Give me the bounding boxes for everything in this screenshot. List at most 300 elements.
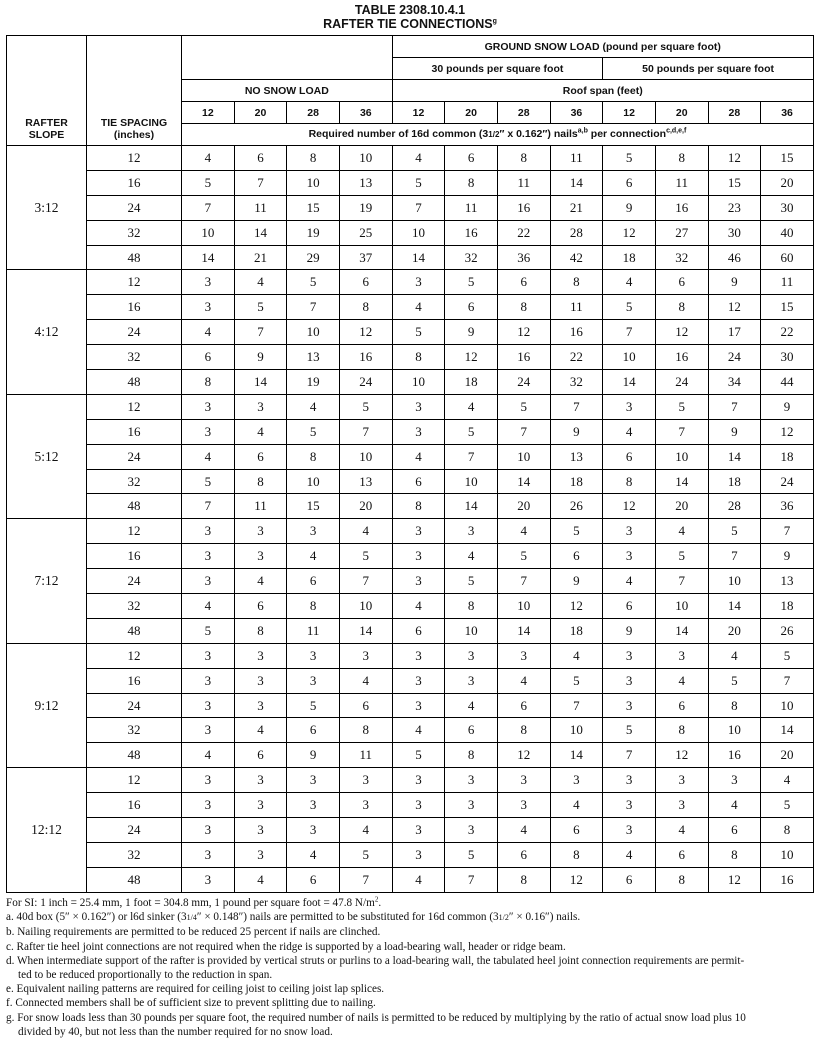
table-row: [7, 469, 814, 494]
nail-count-cell: 10: [287, 320, 340, 345]
nail-count-cell: 19: [339, 195, 392, 220]
nail-count-cell: 12: [550, 594, 603, 619]
nail-count-cell: 5: [445, 842, 498, 867]
table-row: [7, 768, 814, 793]
nail-count-cell: 5: [708, 519, 761, 544]
nail-count-cell: 5: [445, 569, 498, 594]
nail-count-cell: 14: [655, 618, 708, 643]
nail-count-cell: 3: [234, 818, 287, 843]
nail-count-cell: 5: [182, 170, 235, 195]
nail-count-cell: 5: [339, 842, 392, 867]
nail-count-cell: 5: [603, 295, 656, 320]
nail-count-cell: 5: [603, 146, 656, 171]
nail-count-cell: 10: [708, 569, 761, 594]
nail-count-cell: 8: [182, 370, 235, 395]
nail-count-cell: 4: [655, 818, 708, 843]
nail-count-cell: 13: [339, 469, 392, 494]
nail-count-cell: 13: [550, 444, 603, 469]
nail-count-cell: 6: [392, 618, 445, 643]
nail-count-cell: 11: [234, 195, 287, 220]
nail-count-cell: 18: [603, 245, 656, 270]
nail-count-cell: 19: [287, 370, 340, 395]
tie-spacing-cell: 24: [87, 569, 182, 594]
span-header-cell: 20: [445, 102, 498, 124]
nail-count-cell: 3: [392, 544, 445, 569]
span-header-cell: 28: [497, 102, 550, 124]
nail-count-cell: 3: [392, 693, 445, 718]
nail-count-cell: 8: [550, 842, 603, 867]
note-a: [6, 910, 814, 925]
nail-count-cell: 6: [655, 693, 708, 718]
nail-count-cell: 3: [655, 793, 708, 818]
table-row: [7, 842, 814, 867]
nail-count-cell: 3: [287, 768, 340, 793]
nail-count-cell: 4: [392, 444, 445, 469]
nail-count-cell: 10: [287, 170, 340, 195]
nail-count-cell: 4: [339, 668, 392, 693]
table-row: [7, 569, 814, 594]
nail-count-cell: 18: [445, 370, 498, 395]
nail-count-cell: 6: [234, 743, 287, 768]
table-row: [7, 245, 814, 270]
nail-count-cell: 4: [392, 295, 445, 320]
nail-count-cell: 3: [339, 768, 392, 793]
table-row: [7, 618, 814, 643]
nail-count-cell: 7: [339, 419, 392, 444]
nail-count-cell: 14: [445, 494, 498, 519]
nail-count-cell: 30: [761, 345, 814, 370]
nail-count-cell: 8: [655, 867, 708, 892]
nail-count-cell: 11: [445, 195, 498, 220]
nail-count-cell: 10: [182, 220, 235, 245]
nail-count-cell: 30: [761, 195, 814, 220]
nail-count-cell: 7: [339, 569, 392, 594]
nail-count-cell: 3: [234, 793, 287, 818]
tie-spacing-cell: 24: [87, 444, 182, 469]
nail-count-cell: 3: [392, 793, 445, 818]
nail-count-cell: 3: [182, 569, 235, 594]
nail-count-cell: 10: [445, 618, 498, 643]
nail-count-cell: 12: [550, 867, 603, 892]
nail-count-cell: 9: [234, 345, 287, 370]
table-row: [7, 270, 814, 295]
tie-spacing-cell: 12: [87, 270, 182, 295]
nail-count-cell: 3: [445, 668, 498, 693]
nail-count-cell: 6: [287, 718, 340, 743]
nails-footnote-ref-ab: a,b: [577, 127, 588, 135]
nail-count-cell: 4: [392, 594, 445, 619]
nail-count-cell: 8: [761, 818, 814, 843]
nail-count-cell: 8: [655, 718, 708, 743]
nail-count-cell: 26: [550, 494, 603, 519]
nail-count-cell: 7: [445, 867, 498, 892]
nail-count-cell: 5: [761, 793, 814, 818]
nail-count-cell: 3: [182, 295, 235, 320]
nail-count-cell: 21: [550, 195, 603, 220]
nail-count-cell: 8: [287, 594, 340, 619]
nail-count-cell: 5: [603, 718, 656, 743]
table-row: [7, 494, 814, 519]
note-c: c. Rafter tie heel joint connections are not required when the ridge is supported by a load-bearing wall, header or ridge beam.: [6, 940, 566, 953]
nail-count-cell: 3: [445, 818, 498, 843]
nail-count-cell: 4: [603, 842, 656, 867]
nail-count-cell: 10: [761, 693, 814, 718]
nail-count-cell: 14: [761, 718, 814, 743]
footnotes: [6, 896, 814, 1039]
table-row: [7, 320, 814, 345]
table-row: [7, 370, 814, 395]
nail-count-cell: 10: [392, 220, 445, 245]
nail-count-cell: 5: [287, 693, 340, 718]
nail-count-cell: 3: [287, 668, 340, 693]
note-si-sup: 2: [374, 895, 379, 904]
nail-count-cell: 6: [234, 594, 287, 619]
nail-count-cell: 5: [445, 419, 498, 444]
nail-count-cell: 6: [392, 469, 445, 494]
nail-count-cell: 11: [287, 618, 340, 643]
span-header-cell: 12: [182, 102, 235, 124]
nail-count-cell: 3: [182, 668, 235, 693]
tie-spacing-cell: 16: [87, 170, 182, 195]
nail-count-cell: 6: [497, 842, 550, 867]
nail-count-cell: 13: [761, 569, 814, 594]
nail-count-cell: 5: [497, 394, 550, 419]
nail-count-cell: 7: [603, 320, 656, 345]
nail-count-cell: 27: [655, 220, 708, 245]
nail-count-cell: 11: [761, 270, 814, 295]
nail-count-cell: 6: [497, 270, 550, 295]
nail-count-cell: 13: [287, 345, 340, 370]
nail-count-cell: 6: [339, 693, 392, 718]
span-header-cell: 28: [708, 102, 761, 124]
table-row: [7, 818, 814, 843]
nail-count-cell: 3: [182, 693, 235, 718]
nails-fraction: 1/2: [488, 130, 500, 139]
nail-count-cell: 3: [234, 768, 287, 793]
tie-spacing-cell: 48: [87, 370, 182, 395]
rafter-slope-cell: 5:12: [7, 394, 87, 518]
nail-count-cell: 4: [392, 867, 445, 892]
nail-count-cell: 12: [708, 295, 761, 320]
nail-count-cell: 44: [761, 370, 814, 395]
note-a-mid: ″ × 0.148″) nails are permitted to be substituted for 16d common (3: [196, 911, 499, 924]
nail-count-cell: 7: [603, 743, 656, 768]
nail-count-cell: 17: [708, 320, 761, 345]
table-number: TABLE 2308.10.4.1: [354, 3, 466, 17]
nail-count-cell: 3: [603, 394, 656, 419]
nail-count-cell: 3: [392, 569, 445, 594]
nail-count-cell: 6: [603, 170, 656, 195]
nail-count-cell: 4: [287, 544, 340, 569]
header-30-psf: 30 pounds per square foot: [392, 58, 603, 80]
header-no-snow-load: NO SNOW LOAD: [182, 80, 393, 102]
nail-count-cell: 5: [339, 544, 392, 569]
nail-count-cell: 5: [182, 618, 235, 643]
nail-count-cell: 10: [392, 370, 445, 395]
nail-count-cell: 3: [445, 519, 498, 544]
nail-count-cell: 16: [497, 345, 550, 370]
nail-count-cell: 8: [655, 295, 708, 320]
nail-count-cell: 10: [497, 444, 550, 469]
nail-count-cell: 3: [445, 643, 498, 668]
nail-count-cell: 12: [708, 867, 761, 892]
nail-count-cell: 3: [708, 768, 761, 793]
nail-count-cell: 3: [392, 768, 445, 793]
nail-count-cell: 4: [182, 320, 235, 345]
nail-count-cell: 3: [603, 818, 656, 843]
nail-count-cell: 5: [445, 270, 498, 295]
nail-count-cell: 5: [392, 170, 445, 195]
nail-count-cell: 3: [182, 867, 235, 892]
table-row: [7, 743, 814, 768]
nail-count-cell: 3: [497, 643, 550, 668]
nail-count-cell: 3: [392, 270, 445, 295]
nail-count-cell: 16: [339, 345, 392, 370]
nail-count-cell: 3: [445, 768, 498, 793]
nail-count-cell: 10: [655, 444, 708, 469]
nail-count-cell: 36: [761, 494, 814, 519]
nail-count-cell: 3: [234, 519, 287, 544]
header-required-nails: [182, 124, 814, 146]
nail-count-cell: 3: [287, 793, 340, 818]
nail-count-cell: 10: [655, 594, 708, 619]
table-row: [7, 594, 814, 619]
nail-count-cell: 18: [550, 469, 603, 494]
nail-count-cell: 22: [497, 220, 550, 245]
nail-count-cell: 7: [497, 569, 550, 594]
note-si-end: .: [378, 897, 382, 909]
nail-count-cell: 12: [339, 320, 392, 345]
table-row: [7, 718, 814, 743]
nail-count-cell: 32: [445, 245, 498, 270]
nail-count-cell: 3: [182, 842, 235, 867]
nail-count-cell: 4: [234, 569, 287, 594]
nail-count-cell: 4: [445, 394, 498, 419]
nail-count-cell: 5: [182, 469, 235, 494]
nail-count-cell: 37: [339, 245, 392, 270]
nail-count-cell: 7: [445, 444, 498, 469]
nail-count-cell: 3: [603, 668, 656, 693]
nail-count-cell: 30: [708, 220, 761, 245]
nail-count-cell: 3: [392, 842, 445, 867]
nail-count-cell: 3: [603, 793, 656, 818]
nail-count-cell: 3: [392, 668, 445, 693]
tie-spacing-cell: 24: [87, 195, 182, 220]
nail-count-cell: 16: [655, 195, 708, 220]
tie-spacing-cell: 16: [87, 668, 182, 693]
nail-count-cell: 8: [287, 146, 340, 171]
nail-count-cell: 22: [761, 320, 814, 345]
nail-count-cell: 3: [234, 544, 287, 569]
nail-count-cell: 4: [234, 419, 287, 444]
nail-count-cell: 4: [234, 270, 287, 295]
table-row: [7, 195, 814, 220]
nail-count-cell: 6: [497, 693, 550, 718]
nail-count-cell: 60: [761, 245, 814, 270]
nail-count-cell: 3: [287, 519, 340, 544]
table-row: [7, 793, 814, 818]
nail-count-cell: 9: [761, 544, 814, 569]
nail-count-cell: 14: [550, 170, 603, 195]
nail-count-cell: 21: [234, 245, 287, 270]
nail-count-cell: 3: [497, 768, 550, 793]
rafter-slope-cell: 9:12: [7, 643, 87, 767]
nail-count-cell: 3: [234, 668, 287, 693]
nail-count-cell: 13: [339, 170, 392, 195]
nail-count-cell: 7: [761, 668, 814, 693]
nail-count-cell: 14: [392, 245, 445, 270]
nail-count-cell: 7: [287, 295, 340, 320]
nail-count-cell: 4: [445, 544, 498, 569]
nail-count-cell: 8: [497, 867, 550, 892]
table-row: [7, 519, 814, 544]
nail-count-cell: 10: [339, 146, 392, 171]
span-header-cell: 36: [550, 102, 603, 124]
nail-count-cell: 4: [287, 842, 340, 867]
nail-count-cell: 12: [708, 146, 761, 171]
nail-count-cell: 6: [655, 842, 708, 867]
nail-count-cell: 9: [603, 195, 656, 220]
nail-count-cell: 40: [761, 220, 814, 245]
nail-count-cell: 3: [445, 793, 498, 818]
header-50-psf: 50 pounds per square foot: [603, 58, 814, 80]
nail-count-cell: 15: [761, 146, 814, 171]
note-d-continued: ted to be reduced proportionally to the reduction in span.: [18, 969, 273, 982]
span-header-cell: 20: [234, 102, 287, 124]
nail-count-cell: 28: [550, 220, 603, 245]
nail-count-cell: 14: [603, 370, 656, 395]
nail-count-cell: 4: [497, 818, 550, 843]
note-si: [6, 896, 814, 910]
nail-count-cell: 12: [497, 743, 550, 768]
nail-count-cell: 16: [497, 195, 550, 220]
table-row: [7, 643, 814, 668]
nail-count-cell: 7: [182, 494, 235, 519]
table-row: [7, 295, 814, 320]
table-body: [7, 146, 814, 893]
nail-count-cell: 6: [339, 270, 392, 295]
nail-count-cell: 7: [392, 195, 445, 220]
tie-spacing-cell: 32: [87, 220, 182, 245]
nail-count-cell: 3: [287, 643, 340, 668]
tie-spacing-cell: 24: [87, 320, 182, 345]
nail-count-cell: 3: [234, 643, 287, 668]
nail-count-cell: 14: [234, 220, 287, 245]
nail-count-cell: 14: [497, 618, 550, 643]
tie-spacing-cell: 32: [87, 718, 182, 743]
nail-count-cell: 22: [550, 345, 603, 370]
nail-count-cell: 3: [339, 793, 392, 818]
nail-count-cell: 4: [287, 394, 340, 419]
nail-count-cell: 11: [550, 146, 603, 171]
nails-footnote-ref-cdef: c,d,e,f: [666, 127, 687, 135]
nail-count-cell: 36: [497, 245, 550, 270]
nail-count-cell: 8: [339, 718, 392, 743]
nail-count-cell: 3: [339, 643, 392, 668]
nail-count-cell: 4: [339, 519, 392, 544]
nail-count-cell: 3: [234, 842, 287, 867]
header-no-snow-load-blank: [182, 36, 393, 80]
span-header-cell: 36: [761, 102, 814, 124]
nail-count-cell: 4: [445, 693, 498, 718]
nail-count-cell: 4: [550, 793, 603, 818]
nail-count-cell: 25: [339, 220, 392, 245]
tie-spacing-cell: 12: [87, 643, 182, 668]
nail-count-cell: 5: [287, 270, 340, 295]
note-a-pre: a. 40d box (5″ × 0.162″) or l6d sinker (3: [6, 911, 187, 924]
note-a-frac2: 1/2: [498, 913, 509, 923]
nail-count-cell: 8: [392, 494, 445, 519]
nail-count-cell: 12: [655, 743, 708, 768]
nail-count-cell: 16: [761, 867, 814, 892]
nail-count-cell: 5: [761, 643, 814, 668]
rafter-slope-cell: 4:12: [7, 270, 87, 394]
nail-count-cell: 6: [287, 867, 340, 892]
nail-count-cell: 3: [392, 818, 445, 843]
nail-count-cell: 10: [287, 469, 340, 494]
note-f: f. Connected members shall be of sufficient size to prevent splitting due to nailing.: [6, 997, 376, 1010]
tie-spacing-cell: 48: [87, 867, 182, 892]
nail-count-cell: 4: [708, 793, 761, 818]
tie-spacing-cell: 32: [87, 842, 182, 867]
nail-count-cell: 8: [234, 618, 287, 643]
rafter-slope-cell: 12:12: [7, 768, 87, 893]
nail-count-cell: 12: [497, 320, 550, 345]
nail-count-cell: 5: [708, 668, 761, 693]
nail-count-cell: 4: [603, 419, 656, 444]
tie-spacing-cell: 32: [87, 345, 182, 370]
nail-count-cell: 3: [603, 768, 656, 793]
header-ground-snow-load: GROUND SNOW LOAD (pound per square foot): [392, 36, 813, 58]
nail-count-cell: 12: [603, 494, 656, 519]
nail-count-cell: 3: [182, 818, 235, 843]
nail-count-cell: 7: [550, 394, 603, 419]
rafter-slope-cell: 7:12: [7, 519, 87, 643]
span-header-cell: 12: [392, 102, 445, 124]
nail-count-cell: 6: [445, 718, 498, 743]
tie-spacing-cell: 48: [87, 494, 182, 519]
nail-count-cell: 4: [182, 594, 235, 619]
nail-count-cell: 3: [392, 643, 445, 668]
nail-count-cell: 7: [761, 519, 814, 544]
nail-count-cell: 24: [497, 370, 550, 395]
nail-count-cell: 5: [655, 544, 708, 569]
tie-spacing-cell: 32: [87, 594, 182, 619]
table-row: [7, 220, 814, 245]
tie-spacing-cell: 16: [87, 419, 182, 444]
nail-count-cell: 20: [708, 618, 761, 643]
nail-count-cell: 20: [497, 494, 550, 519]
nail-count-cell: 4: [182, 444, 235, 469]
nail-count-cell: 3: [182, 768, 235, 793]
nail-count-cell: 3: [603, 693, 656, 718]
nail-count-cell: 14: [708, 444, 761, 469]
nail-count-cell: 10: [708, 718, 761, 743]
nail-count-cell: 4: [603, 569, 656, 594]
nail-count-cell: 8: [708, 693, 761, 718]
nail-count-cell: 8: [708, 842, 761, 867]
note-si-text: For SI: 1 inch = 25.4 mm, 1 foot = 304.8 mm, 1 pound per square foot = 47.8 N/m: [6, 897, 375, 909]
nail-count-cell: 3: [392, 394, 445, 419]
nail-count-cell: 7: [708, 544, 761, 569]
nail-count-cell: 16: [708, 743, 761, 768]
header-rafter-slope: RAFTER SLOPE: [7, 36, 87, 146]
nail-count-cell: 8: [497, 718, 550, 743]
nail-count-cell: 8: [287, 444, 340, 469]
nail-count-cell: 9: [603, 618, 656, 643]
nail-count-cell: 3: [234, 693, 287, 718]
nails-text-mid: ″ x 0.162″) nails: [499, 128, 578, 140]
